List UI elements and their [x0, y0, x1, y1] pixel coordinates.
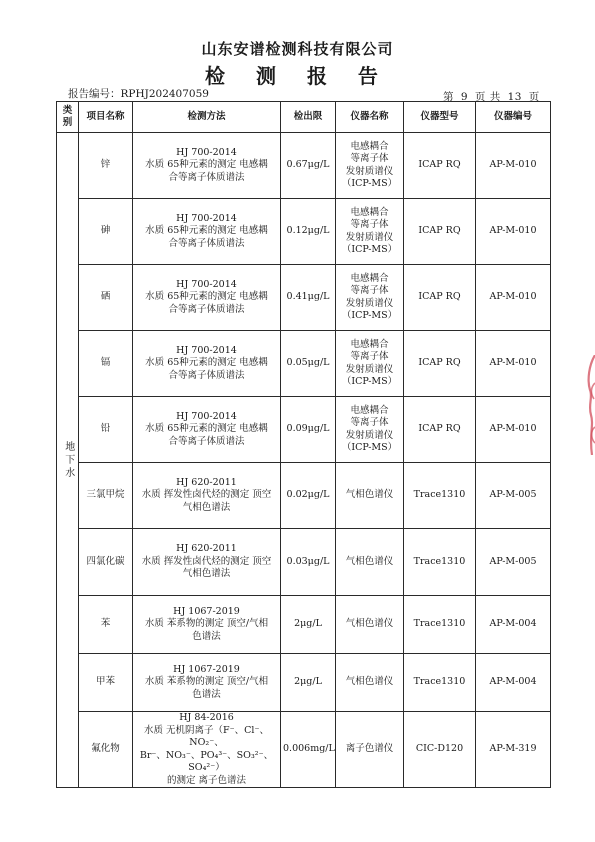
detection-limit-cell: 0.67μg/L [281, 133, 336, 199]
instrument-line: 等离子体 [350, 351, 389, 362]
col-header-model: 仪器型号 [404, 102, 476, 133]
method-line: 的测定 离子色谱法 [166, 774, 247, 786]
table-row [57, 397, 551, 463]
instrument-model-cell: Trace1310 [404, 654, 476, 712]
company-name: 山东安谱检测科技有限公司 [201, 40, 394, 58]
method-line: 水质 苯系物的测定 顶空/气相 [144, 618, 269, 630]
method-line: 水质 65种元素的测定 电感耦 [145, 159, 268, 171]
col-header-instrument: 仪器名称 [336, 102, 404, 133]
method-line: 水质 65种元素的测定 电感耦 [145, 225, 268, 237]
col-header-category: 类别 [57, 102, 79, 133]
instrument-name-cell [336, 529, 404, 596]
report-number: 报告编号：RPHJ202407059 [68, 88, 209, 100]
method-line: HJ 620-2011 [176, 476, 237, 488]
instrument-model-cell: Trace1310 [404, 596, 476, 654]
instrument-model-cell: Trace1310 [404, 529, 476, 596]
instrument-line: 气相色谱仪 [345, 676, 394, 688]
method-cell [133, 265, 281, 331]
instrument-line: 电感耦合 [350, 206, 389, 218]
method-line: 合等离子体质谱法 [168, 171, 245, 183]
table-row [57, 265, 551, 331]
instrument-code-cell: AP-M-004 [476, 654, 551, 712]
instrument-line: 发射质谱仪 [345, 165, 394, 177]
method-line: HJ 700-2014 [176, 212, 237, 224]
instrument-code-cell: AP-M-010 [476, 265, 551, 331]
item-name-cell: 砷 [79, 199, 133, 265]
item-name-cell: 甲苯 [79, 654, 133, 712]
instrument-model-cell: ICAP RQ [404, 199, 476, 265]
instrument-model-cell: ICAP RQ [404, 265, 476, 331]
table-row [57, 463, 551, 529]
method-cell [133, 397, 281, 463]
instrument-line: 等离子体 [350, 153, 389, 164]
method-line: Br⁻、NO₃⁻、PO₄³⁻、SO₃²⁻、SO₄²⁻） [139, 749, 274, 773]
table-row [57, 654, 551, 712]
instrument-line: 发射质谱仪 [345, 429, 394, 441]
instrument-model-cell: ICAP RQ [404, 331, 476, 397]
detection-limit-cell: 0.02μg/L [281, 463, 336, 529]
method-line: 气相色谱法 [182, 568, 231, 580]
instrument-name-cell [336, 199, 404, 265]
method-line: 水质 挥发性卤代烃的测定 顶空 [141, 555, 272, 567]
table-row [57, 133, 551, 199]
method-line: 气相色谱法 [182, 501, 231, 513]
item-name-cell: 镉 [79, 331, 133, 397]
instrument-model-cell: ICAP RQ [404, 133, 476, 199]
category-cell: 地下水 [57, 133, 79, 788]
instrument-name-cell [336, 712, 404, 788]
method-line: HJ 700-2014 [176, 146, 237, 158]
method-cell [133, 596, 281, 654]
detection-limit-cell: 0.03μg/L [281, 529, 336, 596]
test-method-table [56, 101, 551, 788]
detection-limit-cell: 0.05μg/L [281, 331, 336, 397]
instrument-line: 电感耦合 [350, 338, 389, 350]
instrument-line: 电感耦合 [350, 272, 389, 284]
instrument-line: （ICP-MS） [341, 442, 398, 453]
detection-limit-cell: 0.12μg/L [281, 199, 336, 265]
method-line: HJ 1067-2019 [173, 663, 240, 675]
instrument-model-cell: CIC-D120 [404, 712, 476, 788]
method-line: 合等离子体质谱法 [168, 369, 245, 381]
method-line: 水质 65种元素的测定 电感耦 [145, 291, 268, 303]
page-total: 13 [507, 91, 522, 103]
instrument-name-cell [336, 463, 404, 529]
table-header-row [57, 102, 551, 133]
page-label-pre: 第 [443, 91, 454, 103]
item-name-cell: 铅 [79, 397, 133, 463]
method-line: 水质 挥发性卤代烃的测定 顶空 [141, 489, 272, 501]
method-line: 合等离子体质谱法 [168, 237, 245, 249]
method-line: 水质 65种元素的测定 电感耦 [145, 423, 268, 435]
method-line: 合等离子体质谱法 [168, 303, 245, 315]
instrument-code-cell: AP-M-010 [476, 133, 551, 199]
seal-stamp-fragment [584, 355, 595, 455]
instrument-line: （ICP-MS） [341, 178, 398, 189]
instrument-name-cell [336, 397, 404, 463]
method-line: HJ 700-2014 [176, 410, 237, 422]
table-row [57, 596, 551, 654]
table-row [57, 529, 551, 596]
detection-limit-cell: 0.006mg/L [281, 712, 336, 788]
instrument-name-cell [336, 596, 404, 654]
method-cell [133, 463, 281, 529]
instrument-code-cell: AP-M-005 [476, 529, 551, 596]
method-line: 水质 65种元素的测定 电感耦 [145, 357, 268, 369]
detection-limit-cell: 0.09μg/L [281, 397, 336, 463]
instrument-model-cell: ICAP RQ [404, 397, 476, 463]
item-name-cell: 硒 [79, 265, 133, 331]
method-line: HJ 700-2014 [176, 344, 237, 356]
page-label-post: 页 [528, 91, 540, 103]
instrument-name-cell [336, 133, 404, 199]
method-line: 合等离子体质谱法 [168, 435, 245, 447]
instrument-line: 等离子体 [350, 285, 389, 296]
method-line: HJ 84-2016 [179, 712, 234, 723]
detection-limit-cell: 2μg/L [281, 654, 336, 712]
method-cell [133, 199, 281, 265]
col-header-item: 项目名称 [79, 102, 133, 133]
method-line: HJ 1067-2019 [173, 605, 240, 617]
method-line: HJ 620-2011 [176, 543, 237, 555]
item-name-cell: 氟化物 [79, 712, 133, 788]
method-line: 水质 无机阴离子（F⁻、Cl⁻、NO₂⁻、 [144, 724, 269, 748]
report-title: 检 测 报 告 [205, 64, 390, 88]
instrument-line: 离子色谱仪 [345, 743, 394, 755]
instrument-line: （ICP-MS） [341, 244, 398, 255]
method-cell [133, 529, 281, 596]
instrument-line: 电感耦合 [350, 404, 389, 416]
instrument-line: 电感耦合 [350, 140, 389, 152]
item-name-cell: 锌 [79, 133, 133, 199]
item-name-cell: 苯 [79, 596, 133, 654]
col-header-limit: 检出限 [281, 102, 336, 133]
method-line: 色谱法 [192, 630, 221, 642]
table-row [57, 331, 551, 397]
instrument-line: 气相色谱仪 [345, 555, 394, 567]
instrument-line: 等离子体 [350, 417, 389, 428]
detection-limit-cell: 2μg/L [281, 596, 336, 654]
instrument-line: 气相色谱仪 [345, 618, 394, 630]
instrument-name-cell [336, 654, 404, 712]
table-row [57, 199, 551, 265]
item-name-cell: 四氯化碳 [79, 529, 133, 596]
instrument-line: 气相色谱仪 [345, 489, 394, 501]
instrument-code-cell: AP-M-004 [476, 596, 551, 654]
instrument-model-cell: Trace1310 [404, 463, 476, 529]
instrument-code-cell: AP-M-010 [476, 397, 551, 463]
item-name-cell: 三氯甲烷 [79, 463, 133, 529]
instrument-name-cell [336, 331, 404, 397]
instrument-code-cell: AP-M-010 [476, 331, 551, 397]
method-cell [133, 331, 281, 397]
instrument-line: （ICP-MS） [341, 310, 398, 321]
col-header-method: 检测方法 [133, 102, 281, 133]
page-label-mid: 页 共 [474, 91, 501, 103]
instrument-line: （ICP-MS） [341, 376, 398, 387]
method-line: HJ 700-2014 [176, 278, 237, 290]
method-cell [133, 654, 281, 712]
instrument-code-cell: AP-M-005 [476, 463, 551, 529]
method-line: 水质 苯系物的测定 顶空/气相 [144, 676, 269, 688]
table-row [57, 712, 551, 788]
instrument-code-cell: AP-M-319 [476, 712, 551, 788]
method-cell [133, 712, 281, 788]
detection-limit-cell: 0.41μg/L [281, 265, 336, 331]
instrument-name-cell [336, 265, 404, 331]
col-header-code: 仪器编号 [476, 102, 551, 133]
instrument-code-cell: AP-M-010 [476, 199, 551, 265]
method-cell [133, 133, 281, 199]
instrument-line: 等离子体 [350, 219, 389, 230]
page-current: 9 [460, 91, 469, 103]
instrument-line: 发射质谱仪 [345, 363, 394, 375]
instrument-line: 发射质谱仪 [345, 297, 394, 309]
method-line: 色谱法 [192, 688, 221, 700]
instrument-line: 发射质谱仪 [345, 231, 394, 243]
